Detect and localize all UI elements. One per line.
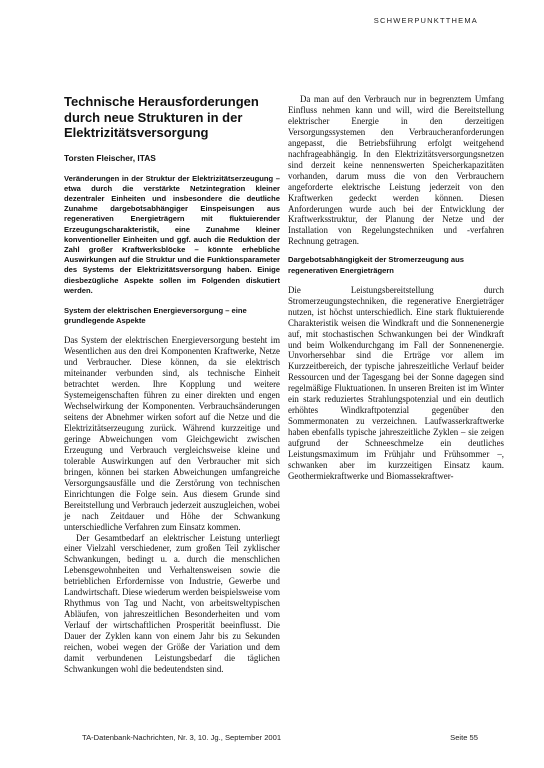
paragraph: Der Gesamtbedarf an elektrischer Leistung unterliegt einer Vielzahl verschiedener, zum großen Teil zyklischer Schwankungen, bedingt u. a. durch die menschlichen Lebensgewohnheiten und Verhaltensweisen sowie die betrieblichen Erfordernisse von Industrie, Gewerbe und Landwirtschaft. Diese wiederum werden beispielsweise vom Rhythmus von Tag und Nacht, von arbeitsweltypischen Abläufen, von jahreszeitlichen Besonderheiten und vom Verlauf der wirtschaftlichen Prosperität beeinflusst. Die Dauer der Zyklen kann von einem Jahr bis zu Sekunden reichen, wobei wegen der Größe der Variation und dem damit verbundenen Leistungsbedarf die täglichen Schwankungen wohl die bedeutendsten sind. [64, 532, 280, 674]
paragraph: Die Leistungsbereitstellung durch Stromerzeugungstechniken, die regenerative Energieträger nutzen, ist höchst unterschiedlich. Eine stark fluktuierende Charakteristik weisen die Windkraft und die Sonnenenergie auf, mit stochastischen Schwankungen bei der Windkraft und beim Wolkendurchgang im Fall der Sonnenenergie. Unvorhersehbar sind die Erträge vor allem im Kurzzeitbereich, der typische jahreszeitliche Verlauf beider Ressourcen und der Tagesgang bei der Sonne dagegen sind regelmäßige Fluktuationen. In unseren Breiten ist im Winter ein stark reduziertes Strahlungspotenzial und ein deutlich erhöhtes Windkraftpotenzial gegenüber den Sommermonaten zu verzeichnen. Laufwasserkraftwerke haben ebenfalls typische jahreszeitliche Zyklen – sie zeigen aufgrund der Schneeschmelze ein deutliches Leistungsmaximum im Frühjahr und Frühsommer –, schwanken aber im kurzzeitigen Einsatz kaum. Geothermiekraftwerke und Biomassekraftwer- [288, 284, 504, 481]
article-abstract: Veränderungen in der Struktur der Elektrizitätserzeugung – etwa durch die verstärkte Netzintegration kleiner dezentraler Einheiten und insbesondere die deutliche Zunahme dargebotsabhängiger Einspeisungen aus regenerativen Energieträgern mit fluktuierender Erzeugungscharakteristik, eine Zunahme kleiner konventioneller Einheiten und ggf. auch die Reduktion der Zahl großer Kraftwerksblöcke – könnte erhebliche Auswirkungen auf die Struktur und die Funktionsparameter des Systems der Elektrizitätsversorgung haben. Einige diesbezügliche Aspekte sollen im Folgenden diskutiert werden. [64, 173, 280, 295]
section-label: SCHWERPUNKTTHEMA [373, 16, 478, 25]
left-column [64, 94, 280, 675]
article-author: Torsten Fleischer, ITAS [64, 152, 156, 163]
paragraph: Da man auf den Verbrauch nur in begrenztem Umfang Einfluss nehmen kann und will, wird die Bereitstellung elektrischer Energie in den derzeitigen Versorgungssystemen den Verbraucheranforderungen angepasst, die Betriebsführung erfolgt weitgehend nachfrageabhängig. In den Elektrizitätsversorgungsnetzen sind derzeit keine nennenswerten Speicherkapazitäten vorhanden, darum muss die von den Verbrauchern angeforderte elektrische Leistung jederzeit von den Kraftwerken gedeckt werden können. Diesen Anforderungen wurde auch bei der Entwicklung der Kraftwerksstruktur, der Planung der Netze und der Installation von Regelungstechniken und -verfahren Rechnung getragen. [288, 94, 504, 247]
section-heading-system: System der elektrischen Energieversorgung – eine grundlegende Aspekte [64, 305, 247, 326]
section-heading-dargebot: Dargebotsabhängigkeit der Stromerzeugung aus regenerativen Energieträgern [288, 255, 464, 275]
right-column [288, 94, 504, 482]
footer-source: TA-Datenbank-Nachrichten, Nr. 3, 10. Jg., September 2001 [82, 733, 282, 742]
page-number: Seite 55 [450, 733, 478, 742]
article-title: Technische Herausforderungen durch neue Strukturen in der Elektrizitätsversorgung [64, 94, 259, 140]
paragraph: Das System der elektrischen Energieversorgung besteht im Wesentlichen aus den drei Komponenten Kraftwerke, Netze und Verbraucher. Diese können, da sie elektrisch miteinander verbunden sind, als technische Einheit betrachtet werden. Ihre Kopplung und weitere Systemeigenschaften führen zu einer direkten und engen Wechselwirkung der Komponenten. Verbrauchsänderungen seitens der Abnehmer wirken sofort auf die Netze und die Elektrizitätserzeugung zurück. Während kurzzeitige und geringe Abweichungen vom Gleichgewicht zwischen Erzeugung und Verbrauch vergleichsweise kleine und tolerable Auswirkungen auf den Verbraucher mit sich bringen, können bei starken Abweichungen umfangreiche Versorgungsausfälle und die Zerstörung von technischen Einrichtungen die Folge sein. Aus diesem Grunde sind Bereitstellung und Verbrauch jederzeit auszugleichen, wobei je nach Zeitdauer und Höhe der Schwankung unterschiedliche Verfahren zum Einsatz kommen. [64, 335, 280, 532]
